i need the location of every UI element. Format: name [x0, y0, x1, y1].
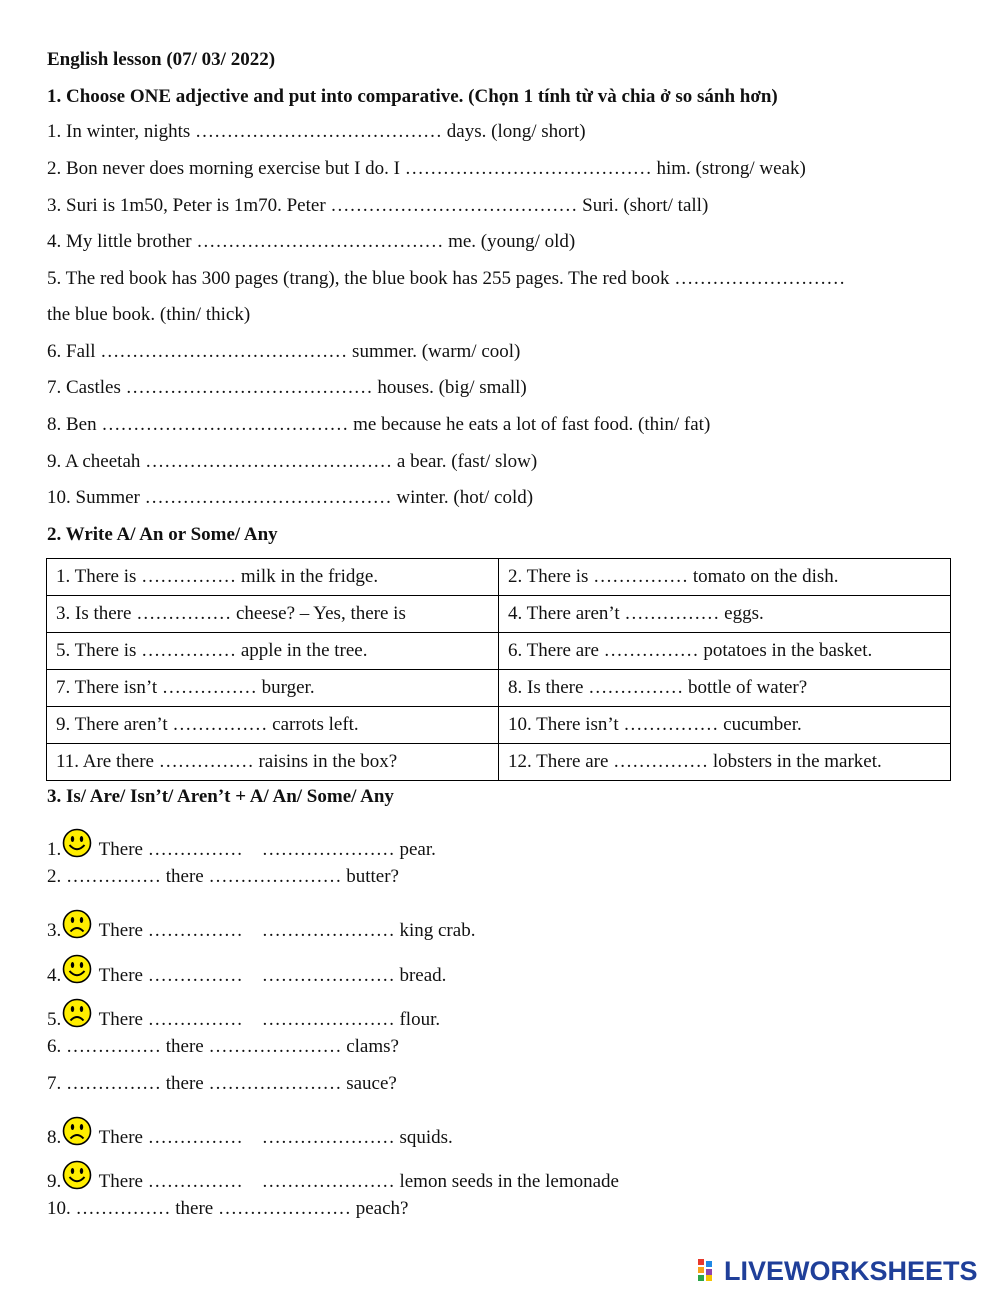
table-row — [47, 596, 951, 633]
section3-item — [47, 865, 399, 889]
table-row — [47, 559, 951, 596]
section1-item: 1. In winter, nights ………………………………… days. (long/ short) — [47, 121, 586, 142]
section3-item — [47, 1160, 619, 1197]
section1-item: 3. Suri is 1m50, Peter is 1m70. Peter ………………………………… Suri. (short/ tall) — [47, 195, 709, 216]
item-text: There …………… ………………… squids. — [98, 1127, 453, 1148]
table-cell: 9. There aren’t …………… carrots left. — [47, 707, 499, 744]
section3-item — [47, 954, 446, 991]
section1-item: 7. Castles ………………………………… houses. (big/ small) — [47, 377, 527, 398]
table-row — [47, 670, 951, 707]
table-cell: 6. There are …………… potatoes in the basket. — [499, 633, 951, 670]
section3-item — [47, 998, 440, 1035]
item-number: 5. — [47, 1009, 62, 1030]
table-cell: 1. There is …………… milk in the fridge. — [47, 559, 499, 596]
logo-text: LIVEWORKSHEETS — [724, 1256, 978, 1286]
table-row — [47, 707, 951, 744]
item-text: There …………… ………………… pear. — [98, 839, 436, 860]
item-text: There …………… ………………… flour. — [98, 1009, 441, 1030]
section1-item: 10. Summer ………………………………… winter. (hot/ cold) — [47, 487, 534, 508]
table-cell: 7. There isn’t …………… burger. — [47, 670, 499, 707]
item-number: 1. — [47, 839, 62, 860]
item-number: 9. — [47, 1171, 62, 1192]
section2-heading: 2. Write A/ An or Some/ Any — [47, 524, 278, 545]
item-number: 4. — [47, 965, 62, 986]
section1-item: 5. The red book has 300 pages (trang), the blue book has 255 pages. The red book ……………………… — [47, 268, 846, 289]
item-number: 8. — [47, 1127, 62, 1148]
item-text: …………… there ………………… peach? — [75, 1198, 409, 1219]
item-number: 7. — [47, 1073, 62, 1094]
item-number: 2. — [47, 866, 62, 887]
table-cell: 12. There are …………… lobsters in the market. — [499, 744, 951, 781]
table-cell: 2. There is …………… tomato on the dish. — [499, 559, 951, 596]
section1-heading: 1. Choose ONE adjective and put into comparative. (Chọn 1 tính từ và chia ở so sánh hơn) — [47, 86, 778, 107]
section1-item-continued: the blue book. (thin/ thick) — [47, 304, 251, 325]
smiley-sad-icon — [62, 1116, 92, 1153]
section2-table — [46, 558, 951, 781]
section1-item: 6. Fall ………………………………… summer. (warm/ cool) — [47, 341, 521, 362]
table-cell: 11. Are there …………… raisins in the box? — [47, 744, 499, 781]
table-row — [47, 633, 951, 670]
section1-item: 8. Ben ………………………………… me because he eats a lot of fast food. (thin/ fat) — [47, 414, 711, 435]
item-number: 6. — [47, 1036, 62, 1057]
item-text: There …………… ………………… bread. — [98, 965, 447, 986]
section3-item — [47, 909, 475, 946]
section1-item: 9. A cheetah ………………………………… a bear. (fast/ slow) — [47, 451, 538, 472]
section3-item — [47, 828, 436, 865]
section3-item — [47, 1035, 399, 1059]
smiley-happy-icon — [62, 828, 92, 865]
section1-item: 2. Bon never does morning exercise but I do. I ………………………………… him. (strong/ weak) — [47, 158, 806, 179]
smiley-happy-icon — [62, 954, 92, 991]
section1-item: 4. My little brother ………………………………… me. (young/ old) — [47, 231, 576, 252]
table-cell: 3. Is there …………… cheese? – Yes, there is — [47, 596, 499, 633]
item-text: There …………… ………………… king crab. — [98, 920, 476, 941]
section3-heading: 3. Is/ Are/ Isn’t/ Aren’t + A/ An/ Some/ Any — [47, 786, 394, 807]
smiley-happy-icon — [62, 1160, 92, 1197]
table-cell: 4. There aren’t …………… eggs. — [499, 596, 951, 633]
item-text: …………… there ………………… clams? — [66, 1036, 399, 1057]
section3-item — [47, 1116, 453, 1153]
section3-item — [47, 1072, 397, 1096]
liveworksheets-mark-icon — [698, 1259, 720, 1281]
smiley-sad-icon — [62, 909, 92, 946]
table-cell: 5. There is …………… apple in the tree. — [47, 633, 499, 670]
table-cell: 8. Is there …………… bottle of water? — [499, 670, 951, 707]
item-number: 10. — [47, 1198, 71, 1219]
table-row — [47, 744, 951, 781]
lesson-title: English lesson (07/ 03/ 2022) — [47, 49, 276, 70]
smiley-sad-icon — [62, 998, 92, 1035]
section3-item — [47, 1197, 408, 1221]
item-text: There …………… ………………… lemon seeds in the lemonade — [98, 1171, 619, 1192]
item-number: 3. — [47, 920, 62, 941]
table-cell: 10. There isn’t …………… cucumber. — [499, 707, 951, 744]
item-text: …………… there ………………… sauce? — [66, 1073, 397, 1094]
item-text: …………… there ………………… butter? — [66, 866, 399, 887]
